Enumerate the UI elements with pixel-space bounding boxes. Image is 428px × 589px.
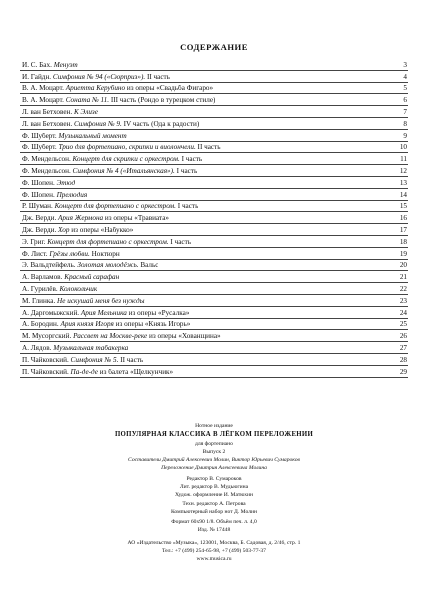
toc-page-number: 27 — [399, 343, 407, 352]
art-editor: Худож. оформление И. Матюхин — [174, 492, 254, 499]
toc-work-title: Ария Мельника — [80, 309, 127, 317]
toc-entry-text — [22, 180, 75, 187]
toc-work-detail: II часть — [118, 356, 144, 364]
toc-row — [20, 212, 408, 224]
toc-author: А. Бородин. — [22, 321, 59, 329]
editor: Редактор В. Сумароков — [186, 475, 242, 482]
toc-work-title: К Элизе — [73, 108, 98, 116]
toc-author: Л. ван Бетховен. — [22, 120, 73, 128]
publisher: АО «Издательство «Музыка», 123001, Москва, Б. Садовая, д. 2/46, стр. 1 — [127, 540, 301, 547]
toc-page-number: 22 — [399, 284, 407, 293]
toc-work-detail: Вальс — [138, 262, 159, 270]
toc-author: Дж. Верди. — [22, 215, 57, 223]
toc-page-number: 7 — [403, 107, 407, 116]
toc-row — [20, 165, 408, 177]
toc-page-number: 11 — [400, 155, 407, 164]
toc-page-number: 24 — [399, 308, 407, 317]
toc-work-detail: I часть — [179, 156, 203, 164]
toc-page-number: 16 — [399, 214, 407, 223]
toc-author: Э. Вальдтейфель. — [22, 262, 76, 270]
arrangement: Переложение Дмитрия Алексеевича Молина — [161, 465, 267, 472]
typesetting: Компьютерный набор нот Д. Молин — [170, 508, 258, 515]
toc-work-detail: из оперы «Хованщина» — [147, 333, 221, 341]
toc-page-number: 23 — [399, 296, 407, 305]
toc-work-title: Ариетта Керубино — [65, 85, 126, 93]
toc-work-detail: I часть — [174, 167, 198, 175]
toc-entry-text — [22, 298, 145, 305]
toc-entry-text — [22, 274, 119, 281]
toc-work-title: Па-де-де — [70, 368, 98, 376]
toc-row — [20, 342, 408, 354]
toc-author: Ф. Шуберт. — [22, 132, 57, 140]
toc-row — [20, 366, 408, 378]
toc-row — [20, 153, 408, 165]
toc-work-title: Грёзы любви. — [49, 250, 90, 258]
book-title: ПОПУЛЯРНАЯ КЛАССИКА В ЛЁГКОМ ПЕРЕЛОЖЕНИИ — [114, 431, 314, 439]
toc-entry-text — [22, 156, 202, 163]
toc-page-number: 10 — [399, 143, 407, 152]
toc-page-number: 8 — [403, 119, 407, 128]
phone: Тел.: +7 (499) 254-65-98, +7 (499) 503-77-37 — [162, 548, 266, 555]
toc-author: Ф. Шопен. — [22, 191, 55, 199]
toc-author: А. Даргомыжский. — [22, 309, 80, 317]
toc-author: М. Глинка. — [22, 297, 56, 305]
toc-entry-text — [22, 97, 215, 104]
toc-entry-text — [22, 345, 128, 352]
toc-work-title: Ария князя Игоря — [60, 321, 114, 329]
toc-page-number: 13 — [399, 178, 407, 187]
toc-work-detail: из оперы «Травиата» — [103, 215, 170, 223]
toc-author: М. Мусоргский. — [22, 333, 72, 341]
toc-work-detail: I часть — [168, 238, 191, 246]
toc-entry-text — [22, 168, 197, 175]
toc-page-number: 26 — [399, 332, 407, 341]
toc-row — [20, 130, 408, 142]
table-of-contents — [20, 59, 408, 378]
toc-row — [20, 260, 408, 272]
toc-work-title: Ария Жермона — [58, 215, 104, 223]
toc-work-title: Трио для фортепиано, скрипки и виолончели. — [58, 144, 196, 152]
toc-page-number: 3 — [403, 60, 407, 69]
toc-row — [20, 295, 408, 307]
issue: Выпуск 2 — [202, 449, 226, 456]
website: www.musica.ru — [196, 556, 232, 563]
toc-work-title: Симфония № 94 («Сюрприз»). — [52, 73, 146, 81]
toc-row — [20, 271, 408, 283]
toc-row — [20, 283, 408, 295]
toc-work-title: Концерт для фортепиано с оркестром. — [47, 238, 169, 246]
toc-page-number: 25 — [399, 320, 407, 329]
toc-work-detail: из оперы «Князь Игорь» — [113, 321, 191, 329]
toc-page-number: 15 — [399, 202, 407, 211]
toc-entry-text — [22, 239, 191, 246]
toc-work-title: Красный сарафан — [64, 274, 120, 282]
toc-author: Ф. Лист. — [22, 250, 48, 258]
toc-page-number: 29 — [399, 367, 407, 376]
toc-author: Р. Шуман. — [22, 203, 53, 211]
toc-entry-text — [22, 251, 120, 258]
toc-page-number: 21 — [399, 273, 407, 282]
toc-work-detail: из оперы «Набукко» — [69, 226, 134, 234]
toc-author: Й. Гайдн. — [22, 73, 52, 81]
toc-page-number: 17 — [399, 225, 407, 234]
toc-entry-text — [22, 121, 199, 128]
toc-work-detail: IV часть (Ода к радости) — [121, 120, 200, 128]
toc-entry-text — [22, 109, 98, 116]
toc-entry-text — [22, 215, 169, 222]
toc-row — [20, 236, 408, 248]
toc-row — [20, 248, 408, 260]
toc-work-title: Колокольчик — [59, 285, 98, 293]
toc-row — [20, 71, 408, 83]
toc-row — [20, 354, 408, 366]
toc-entry-text — [22, 74, 170, 81]
for-instrument: для фортепиано — [195, 440, 233, 447]
toc-work-detail: из оперы «Свадьба Фигаро» — [125, 85, 214, 93]
tech-editor: Техн. редактор А. Петрова — [182, 500, 246, 507]
toc-work-detail: III часть (Рондо в турецком стиле) — [109, 97, 216, 105]
toc-page-number: 28 — [399, 355, 407, 364]
toc-entry-text — [22, 62, 78, 69]
toc-entry-text — [22, 310, 189, 317]
toc-work-title: Концерт для скрипки с оркестром. — [72, 156, 180, 164]
toc-work-title: Хор — [58, 226, 70, 234]
toc-author: Ф. Шуберт. — [22, 144, 57, 152]
toc-author: П. Чайковский. — [22, 368, 69, 376]
toc-page-number: 4 — [403, 72, 407, 81]
toc-work-title: Менуэт — [53, 61, 78, 69]
toc-page-number: 12 — [399, 166, 407, 175]
toc-row — [20, 94, 408, 106]
format: Формат 60х90 1/8. Объём печ. л. 4,0 — [171, 519, 257, 526]
toc-work-detail: II часть — [145, 73, 170, 81]
toc-work-title: Этюд — [56, 179, 76, 187]
edition-note: Нотное издание — [195, 423, 233, 429]
toc-author: И. С. Бах. — [22, 61, 52, 69]
toc-author: А. Лядов. — [22, 344, 52, 352]
toc-row — [20, 319, 408, 331]
toc-author: В. А. Моцарт. — [22, 97, 64, 105]
toc-work-title: Соната № 11. — [65, 97, 110, 105]
toc-entry-text — [22, 144, 221, 151]
toc-work-title: Симфония № 5. — [70, 356, 119, 364]
toc-author: Дж. Верди. — [22, 226, 57, 234]
toc-author: П. Чайковский. — [22, 356, 69, 364]
toc-work-detail: Ноктюрн — [89, 250, 120, 258]
toc-entry-text — [22, 321, 190, 328]
toc-work-title: Концерт для фортепиано с оркестром. — [54, 203, 176, 211]
toc-work-detail: II часть — [195, 144, 221, 152]
toc-row — [20, 307, 408, 319]
toc-author: А. Варламов. — [22, 274, 63, 282]
toc-row — [20, 177, 408, 189]
toc-author: Л. ван Бетховен. — [22, 108, 73, 116]
toc-work-detail: из балета «Щелкунчик» — [97, 368, 174, 376]
lit-editor: Лит. редактор В. Мудьюгина — [179, 484, 249, 491]
toc-work-title: Симфония № 9. — [73, 120, 122, 128]
toc-page-number: 9 — [403, 131, 407, 140]
toc-entry-text — [22, 133, 127, 140]
toc-row — [20, 330, 408, 342]
toc-author: Ф. Шопен. — [22, 179, 55, 187]
toc-page-number: 14 — [399, 190, 407, 199]
toc-entry-text — [22, 203, 198, 210]
toc-row — [20, 106, 408, 118]
toc-row — [20, 224, 408, 236]
toc-entry-text — [22, 262, 158, 269]
toc-row — [20, 189, 408, 201]
toc-page-number: 6 — [403, 96, 407, 105]
toc-work-title: Золотая молодёжь. — [77, 262, 139, 270]
toc-page-number: 20 — [399, 261, 407, 270]
toc-row — [20, 201, 408, 213]
toc-row — [20, 59, 408, 71]
toc-row — [20, 83, 408, 95]
page-title: СОДЕРЖАНИЕ — [180, 42, 248, 52]
toc-work-title: Не искушай меня без нужды — [57, 297, 145, 305]
toc-work-title: Прелюдия — [56, 191, 88, 199]
toc-row — [20, 142, 408, 154]
toc-row — [20, 118, 408, 130]
toc-page-number: 5 — [403, 84, 407, 93]
toc-page-number: 18 — [399, 237, 407, 246]
toc-author: Э. Григ. — [22, 238, 46, 246]
toc-author: А. Гурилёв. — [22, 285, 58, 293]
toc-work-title: Рассвет на Москве-реке — [73, 333, 148, 341]
toc-page-number: 19 — [399, 249, 407, 258]
toc-work-title: Музыкальный момент — [58, 132, 127, 140]
toc-entry-text — [22, 357, 143, 364]
toc-entry-text — [22, 85, 213, 92]
toc-entry-text — [22, 286, 97, 293]
toc-entry-text — [22, 192, 87, 199]
toc-entry-text — [22, 227, 133, 234]
toc-work-title: Симфония № 4 («Итальянская»). — [72, 167, 175, 175]
imprint — [0, 424, 428, 566]
publication-number: Изд. № 17448 — [197, 527, 231, 534]
toc-work-detail: из оперы «Русалка» — [126, 309, 190, 317]
toc-author: Ф. Мендельсон. — [22, 167, 71, 175]
toc-author: В. А. Моцарт. — [22, 85, 64, 93]
toc-work-detail: I часть — [175, 203, 199, 211]
compilers: Составители Дмитрий Алексеевич Молин, Виктор Юрьевич Сумароков — [128, 457, 300, 464]
toc-work-title: Музыкальная табакерка — [53, 344, 129, 352]
toc-entry-text — [22, 333, 221, 340]
toc-entry-text — [22, 369, 173, 376]
toc-author: Ф. Мендельсон. — [22, 156, 71, 164]
